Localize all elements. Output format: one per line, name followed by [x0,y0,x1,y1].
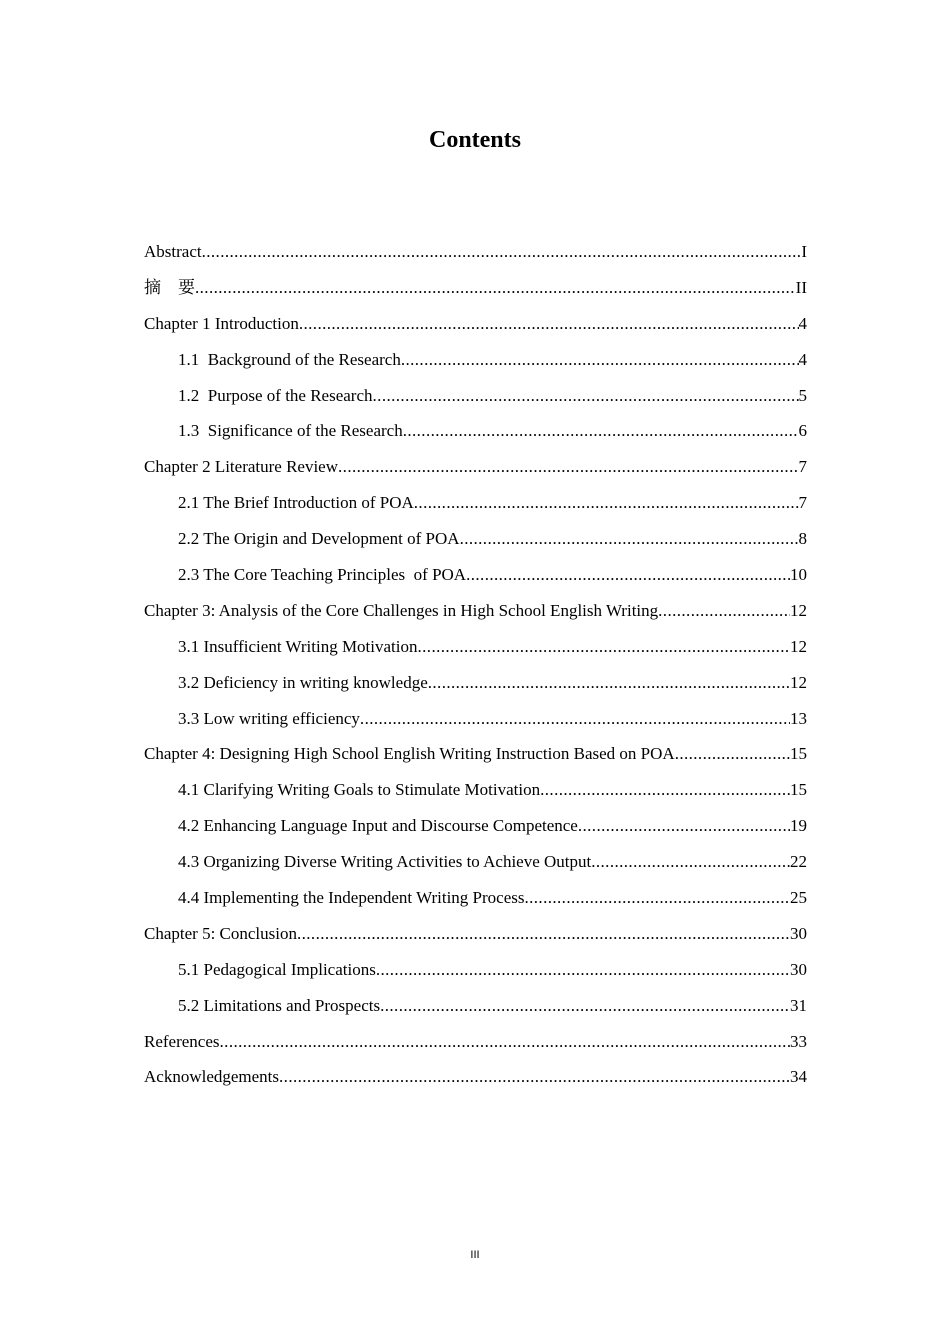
toc-entry[interactable] [144,772,807,808]
toc-dot-leader [591,844,790,880]
toc-entry-label: Abstract [144,242,202,261]
toc-entry[interactable] [144,521,807,557]
toc-entry[interactable] [144,1024,807,1060]
toc-entry-label: 3.2 Deficiency in writing knowledge [178,672,428,692]
toc-entry-page: 30 [790,959,807,979]
toc-entry-label: Chapter 4: Designing High School English Writing Instruction Based on POA [144,744,675,764]
toc-dot-leader [428,665,790,701]
toc-dot-leader [220,1024,790,1060]
toc-dot-leader [578,808,790,844]
toc-entry[interactable] [144,413,807,449]
toc-dot-leader [403,413,799,449]
toc-entry-label: Chapter 2 Literature Review [144,457,339,477]
toc-dot-leader [195,270,796,306]
toc-entry-page: 34 [790,1067,807,1087]
toc-dot-leader [380,988,790,1024]
toc-dot-leader [297,916,790,952]
toc-entry-page: 30 [790,923,807,943]
toc-entry-label: Acknowledgements [144,1067,280,1087]
toc-entry-page: 7 [798,493,807,513]
page-title: Contents [428,127,521,153]
toc-entry-page: II [795,277,807,297]
toc-dot-leader [418,629,791,665]
toc-entry[interactable] [144,306,807,342]
toc-dot-leader [338,449,798,485]
page-number: III [470,1249,480,1261]
toc-entry-label: 4.1 Clarifying Writing Goals to Stimulate Motivation [178,780,541,800]
toc-entry-page: 12 [790,636,807,656]
toc-entry[interactable] [144,629,807,665]
toc-entry-label: 摘 要 [144,277,195,297]
toc-entry-label: 2.2 The Origin and Development of POA [178,529,460,549]
toc-entry-label: 4.2 Enhancing Language Input and Discourse Competence [178,816,578,836]
toc-dot-leader [202,234,802,270]
toc-entry-page: 13 [790,708,807,728]
toc-entry-page: 4 [798,313,807,333]
toc-entry[interactable] [144,952,807,988]
toc-entry-page: 6 [798,421,807,441]
toc-entry-label: 5.2 Limitations and Prospects [178,995,381,1015]
toc-entry-page: I [801,242,807,261]
toc-entry-page: 12 [790,672,807,692]
toc-entry-page: 4 [798,349,807,369]
toc-entry-page: 8 [798,529,807,549]
toc-entry-label: 3.1 Insufficient Writing Motivation [178,636,418,656]
toc-dot-leader [299,306,799,342]
toc-entry-label: 1.2 Purpose of the Research [178,385,373,405]
toc-dot-leader [460,521,799,557]
toc-entry[interactable] [144,234,807,270]
toc-entry[interactable] [144,270,807,306]
toc-dot-leader [540,772,790,808]
toc-entry[interactable] [144,485,807,521]
toc-dot-leader [279,1059,790,1095]
toc-entry[interactable] [144,1059,807,1095]
toc-entry[interactable] [144,844,807,880]
toc-entry-page: 7 [798,457,807,477]
toc-entry-page: 25 [790,888,807,908]
toc-entry-page: 31 [790,995,807,1015]
toc-entry[interactable] [144,880,807,916]
toc-entry-label: References [144,1031,220,1051]
toc-entry-label: Chapter 1 Introduction [144,313,299,333]
toc-entry-label: 2.1 The Brief Introduction of POA [178,493,414,513]
toc-entry-page: 15 [790,744,807,764]
toc-entry-label: Chapter 3: Analysis of the Core Challenges in High School English Writing [144,600,659,620]
toc-entry-label: 4.3 Organizing Diverse Writing Activities to Achieve Output [178,852,592,872]
toc-entry[interactable] [144,916,807,952]
toc-dot-leader [401,342,799,378]
toc-dot-leader [675,736,790,772]
toc-entry-page: 15 [790,780,807,800]
toc-entry-label: 3.3 Low writing efficiency [178,708,360,728]
toc-dot-leader [466,557,790,593]
toc-entry-page: 5 [798,385,807,405]
toc-dot-leader [373,378,799,414]
toc-entry[interactable] [144,988,807,1024]
toc-entry[interactable] [144,342,807,378]
toc-entry[interactable] [144,736,807,772]
toc-entry[interactable] [144,557,807,593]
toc-dot-leader [360,701,790,737]
toc-entry-page: 22 [790,852,807,872]
toc-entry-page: 12 [790,600,807,620]
toc-entry-label: 2.3 The Core Teaching Principles of POA [178,565,467,585]
toc-dot-leader [414,485,799,521]
toc-entry[interactable] [144,593,807,629]
toc-entry-label: 5.1 Pedagogical Implications [178,959,376,979]
toc-entry[interactable] [144,378,807,414]
toc-entry-label: 4.4 Implementing the Independent Writing Process [178,888,525,908]
toc-dot-leader [524,880,790,916]
toc-entry-label: 1.1 Background of the Research [178,349,401,369]
toc-entry-page: 10 [790,565,807,585]
toc-dot-leader [376,952,790,988]
table-of-contents [144,234,807,1095]
toc-entry-page: 19 [790,816,807,836]
toc-entry[interactable] [144,701,807,737]
toc-dot-leader [658,593,790,629]
toc-entry[interactable] [144,449,807,485]
toc-entry-page: 33 [790,1031,807,1051]
toc-entry-label: Chapter 5: Conclusion [144,923,297,943]
toc-entry[interactable] [144,808,807,844]
toc-entry-label: 1.3 Significance of the Research [178,421,403,441]
toc-entry[interactable] [144,665,807,701]
